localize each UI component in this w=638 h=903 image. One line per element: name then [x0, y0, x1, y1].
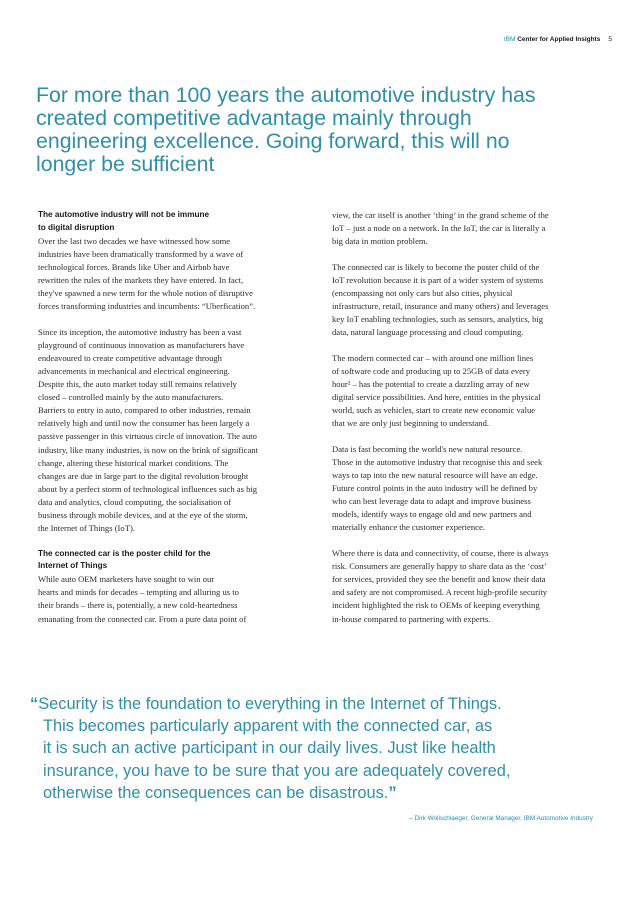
text-line: passive passenger in this virtuous circle of innovation. The auto	[38, 431, 257, 442]
text-line: changes are due in large part to the digital revolution brought	[38, 470, 249, 481]
text-line: business through mobile devices, and at the eye of the storm,	[38, 509, 248, 520]
text-line: relatively high and until now the consumer has been largely a	[38, 418, 250, 429]
page-header	[504, 36, 612, 43]
right-column	[332, 209, 604, 626]
page-number: 5	[608, 36, 612, 43]
text-line: in-house compared to partnering with experts.	[332, 613, 491, 624]
pull-quote	[30, 693, 620, 804]
text-line: The automotive industry will not be immune	[38, 210, 210, 219]
text-line: risk. Consumers are generally happy to share data as the ‘cost’	[332, 561, 548, 572]
text-line: industries have been dramatically transformed by a wave of	[38, 248, 244, 259]
header-org-name: Center for Applied Insights	[517, 36, 601, 43]
text-line: hearts and minds for decades – tempting and alluring us to	[38, 587, 239, 598]
text-line: incident highlighted the risk to OEMs of keeping everything	[332, 600, 540, 611]
left-column	[38, 209, 316, 626]
text-line: hour² – has the potential to create a dazzling array of new	[332, 379, 530, 390]
text-line: endeavoured to create competitive advantage through	[38, 352, 222, 363]
text-line: created competitive advantage mainly through	[36, 106, 472, 130]
text-line: closed – controlled mainly by the auto manufacturers.	[38, 392, 224, 403]
text-line: playground of continuous innovation as manufacturers have	[38, 339, 245, 350]
page-headline	[36, 84, 611, 176]
text-line: Those in the automotive industry that recognise this and seek	[332, 457, 543, 467]
text-line: change, altering these historical market conditions. The	[38, 457, 229, 468]
quote-close-mark: ”	[388, 783, 397, 802]
text-line: who can best leverage data to adapt and improve business	[332, 496, 531, 507]
text-line: big data in motion problem.	[332, 236, 428, 247]
text-line: ways to tap into the new natural resource will have an edge.	[332, 470, 538, 481]
text-line: Over the last two decades we have witnessed how some	[38, 235, 231, 246]
text-line: Internet of Things	[38, 561, 108, 571]
quote-line	[30, 693, 620, 715]
paragraph	[332, 261, 604, 340]
text-line: Future control points in the auto industry will be defined by	[332, 483, 538, 494]
section-heading-disruption	[38, 209, 316, 235]
text-line: industry, like many industries, is now on the brink of significant	[38, 444, 258, 455]
text-line: data, natural language processing and cloud computing.	[332, 327, 524, 338]
text-line: longer be sufficient	[36, 152, 215, 176]
text-line: view, the car itself is another ‘thing’ in the grand scheme of the	[332, 210, 549, 220]
text-line: models, identify ways to engage old and new partners and	[332, 509, 532, 520]
text-line: for services, provided they see the benefit and know their data	[332, 574, 546, 585]
quote-line	[30, 737, 620, 759]
text-line: Barriers to entry in auto, compared to other industries, remain	[38, 405, 251, 416]
text-line: infrastructure, retail, insurance and many others) and leverages	[332, 301, 549, 312]
text-line: materially enhance the customer experience.	[332, 522, 485, 533]
text-line: For more than 100 years the automotive industry has	[36, 83, 536, 107]
text-line: Since its inception, the automotive industry has been a vast	[38, 326, 242, 337]
paragraph	[38, 235, 316, 314]
text-line: Where there is data and connectivity, of course, there is always	[332, 548, 549, 559]
text-line: While auto OEM marketers have sought to win our	[38, 574, 215, 585]
header-org-prefix: IBM	[503, 36, 516, 43]
text-line: rewritten the rules of the markets they have entered. In fact,	[38, 274, 244, 285]
text-line: digital service possibilities. And here, entities in the physical	[332, 392, 541, 403]
text-line: and safety are not compromised. A recent high-profile security	[332, 587, 548, 598]
text-line: IoT – just a node on a network. In the IoT, the car is literally a	[332, 223, 546, 234]
text-line: engineering excellence. Going forward, this will no	[36, 129, 510, 153]
text-line: world, such as vehicles, start to create new economic value	[332, 405, 536, 416]
text-line: about by a perfect storm of technological influences such as big	[38, 483, 258, 494]
section-heading-connected-car	[38, 548, 316, 574]
paragraph	[332, 443, 604, 535]
paragraph	[332, 352, 604, 431]
text-line: Despite this, the auto market today still remains relatively	[38, 379, 237, 390]
text-line: data and analytics, cloud computing, the socialisation of	[38, 496, 232, 507]
text-line: The connected car is the poster child for the	[38, 548, 211, 558]
quote-text: insurance, you have to be sure that you are adequately covered,	[43, 761, 511, 780]
paragraph	[38, 573, 316, 625]
quote-open-mark: “	[30, 695, 39, 713]
text-line: advancements in mechanical and electrical engineering.	[38, 365, 230, 376]
text-line: they've spawned a new term for the whole notion of disruptive	[38, 287, 253, 298]
quote-line	[30, 715, 620, 737]
text-line: of software code and producing up to 25GB of data every	[332, 365, 531, 376]
quote-text: This becomes particularly apparent with the connected car, as	[43, 717, 493, 736]
quote-text: it is such an active participant in our daily lives. Just like health	[43, 739, 496, 758]
quote-line	[30, 760, 620, 782]
paragraph	[38, 326, 316, 536]
header-org	[504, 36, 601, 43]
quote-text: otherwise the consequences can be disastrous.	[43, 783, 389, 802]
text-line: their brands – there is, potentially, a new cold-heartedness	[38, 600, 238, 611]
text-line: the Internet of Things (IoT).	[38, 523, 135, 534]
text-line: key IoT enabling technologies, such as sensors, analytics, big	[332, 314, 544, 325]
text-line: (encompassing not only cars but also cities, physical	[332, 287, 513, 298]
text-line: technological forces. Brands like Uber and Airbnb have	[38, 261, 230, 272]
text-line: forces transforming industries and incumbents: “Uberfication”.	[38, 301, 256, 312]
text-line: emanating from the connected car. From a pure data point of	[38, 613, 247, 624]
text-line: to digital disruption	[38, 222, 115, 232]
quote-text: Security is the foundation to everything in the Internet of Things.	[38, 695, 502, 713]
text-line: The connected car is likely to become the poster child of the	[332, 261, 540, 272]
quote-attribution: – Dirk Wollschlaeger, General Manager, IBM Automotive Industry	[409, 815, 593, 822]
text-line: The modern connected car – with around one million lines	[332, 352, 534, 363]
text-line: that we are only just beginning to understand.	[332, 418, 490, 429]
paragraph	[332, 547, 604, 626]
text-line: IoT revolution because it is part of a wider system of systems	[332, 274, 544, 285]
paragraph	[332, 209, 604, 248]
text-line: Data is fast becoming the world's new natural resource.	[332, 443, 523, 454]
quote-line	[30, 782, 620, 804]
